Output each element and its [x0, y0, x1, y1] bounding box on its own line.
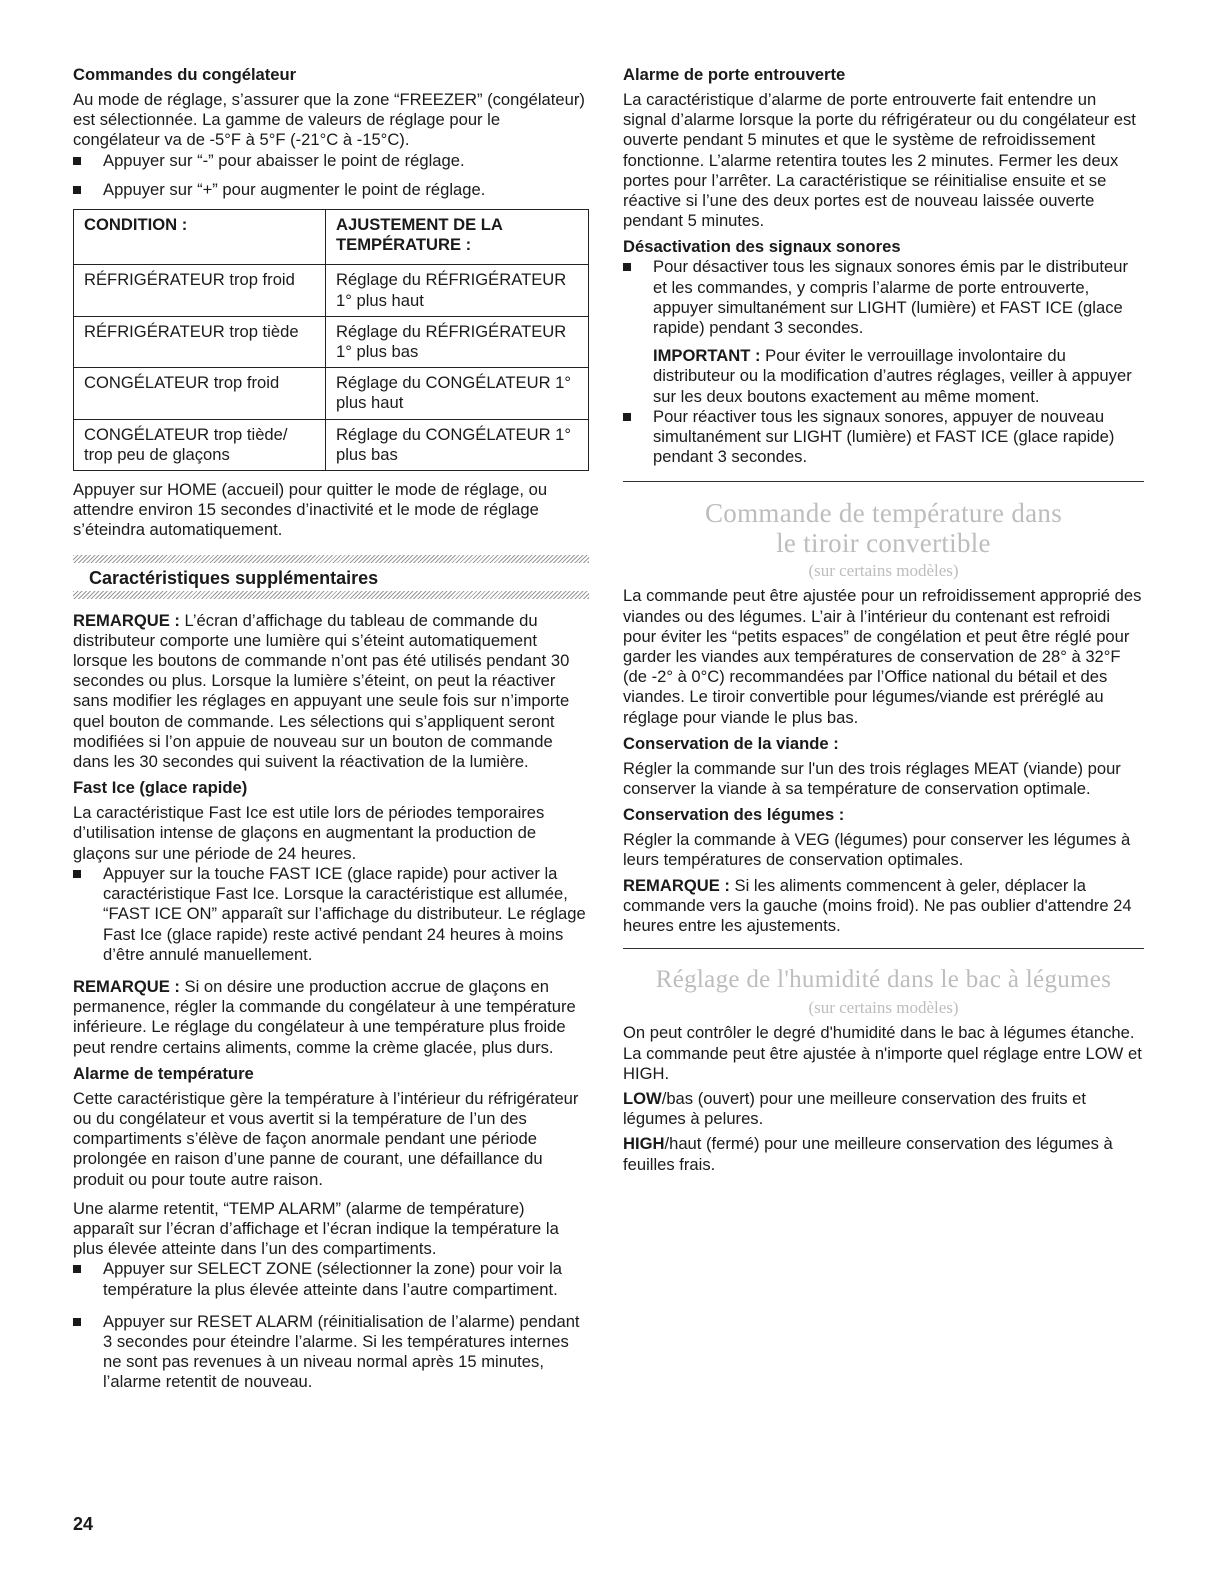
table-row: [74, 368, 589, 419]
table-cell: Réglage du CONGÉLATEUR 1° plus bas: [326, 419, 589, 470]
sound-off-heading: Désactivation des signaux sonores: [623, 237, 901, 257]
sound-off-list: [623, 257, 1144, 338]
table-row: [74, 265, 589, 316]
table-row: [74, 419, 589, 470]
page-number: 24: [73, 1514, 94, 1534]
section-rule: [623, 481, 1144, 482]
list-item: Appuyer sur RESET ALARM (réinitialisation de l’alarme) pendant 3 secondes pour éteindre l’alarme. Si les températures internes ne sont pas revenues à un niveau normal après 15 minutes, l’alarme retentit de nouveau.: [73, 1312, 589, 1393]
section-divider-bottom: [73, 591, 589, 599]
meat-text: Régler la commande sur l'un des trois réglages MEAT (viande) pour conserver la viande à sa température de conservation optimale.: [623, 758, 1121, 799]
table-cell: CONGÉLATEUR trop froid: [74, 368, 326, 419]
meat-heading: Conservation de la viande :: [623, 733, 839, 753]
table-cell: Réglage du RÉFRIGÉRATEUR 1° plus haut: [326, 265, 589, 316]
low-label: LOW: [623, 1088, 662, 1108]
table-cell: Réglage du CONGÉLATEUR 1° plus haut: [326, 368, 589, 419]
list-item: Appuyer sur “-” pour abaisser le point de réglage.: [73, 151, 589, 171]
adjustment-table: [73, 209, 589, 471]
high-text: /haut (fermé) pour une meilleure conservation des légumes à feuilles frais.: [623, 1134, 1113, 1174]
temp-alarm-heading: Alarme de température: [73, 1063, 254, 1083]
list-item: Appuyer sur SELECT ZONE (sélectionner la zone) pour voir la température la plus élevée atteinte dans l’autre compartiment.: [73, 1259, 589, 1299]
freezer-controls-intro: Au mode de réglage, s’assurer que la zone “FREEZER” (congélateur) est sélectionnée. La gamme de valeurs de réglage pour le congélateur va de -5°F à 5°F (-21°C à -15°C).: [73, 90, 585, 150]
note-text: Si on désire une production accrue de glaçons en permanence, régler la commande du congélateur à une température inférieure. Le réglage du congélateur à une température plus froide peut rendre certains aliments, comme la crème glacée, plus durs.: [73, 976, 576, 1057]
door-alarm-text: La caractéristique d’alarme de porte entrouverte fait entendre un signal d’alarme lorsque la porte du réfrigérateur ou du congélateur est ouverte pendant 5 minutes et que le système de refroidissement fonctionne. L’alarme retentira toutes les 2 minutes. Fermer les deux portes pour l’arrêter. La caractéristique se réinitialise ensuite et se réactive si l’une des deux portes est de nouveau laissée ouverte pendant 5 minutes.: [623, 90, 1136, 231]
list-item: Pour désactiver tous les signaux sonores émis par le distributeur et les commandes, y compris l’alarme de porte entrouverte, appuyer simultanément sur LIGHT (lumière) et FAST ICE (glace rapide) pendant 3 secondes.: [623, 257, 1144, 338]
note-label: REMARQUE :: [623, 875, 730, 895]
drawer-text: La commande peut être ajustée pour un refroidissement approprié des viandes ou des légumes. L’air à l’intérieur du contenant est refroidi pour éviter les “petits espaces” de congélation et peut être réglé pour garder les viandes aux températures de conservation de 28° à 32°F (de -2° à 0°C) recommandées par l’Office national du bétail et des viandes. Le tiroir convertible pour légumes/viande est préréglé au réglage pour viande le plus bas.: [623, 586, 1142, 727]
door-alarm-heading: Alarme de porte entrouverte: [623, 65, 846, 84]
note-label: REMARQUE :: [73, 976, 180, 996]
left-column: [73, 64, 589, 1393]
drawer-note: [623, 876, 1144, 937]
freezer-controls-heading: Commandes du congélateur: [73, 65, 297, 84]
drawer-subtitle: (sur certains modèles): [808, 561, 959, 581]
temp-alarm-list: [73, 1259, 589, 1392]
humidity-subtitle: (sur certains modèles): [808, 998, 959, 1018]
humidity-text: On peut contrôler le degré d'humidité dans le bac à légumes étanche. La commande peut être ajustée à n'importe quel réglage entre LOW et HIGH.: [623, 1023, 1142, 1083]
note-label: REMARQUE :: [73, 610, 180, 630]
freezer-controls-list: [73, 151, 589, 200]
high-label: HIGH: [623, 1134, 665, 1154]
humidity-high: [623, 1134, 1144, 1174]
list-item: Appuyer sur “+” pour augmenter le point de réglage.: [73, 180, 589, 200]
veg-heading: Conservation des légumes :: [623, 805, 845, 825]
veg-text: Régler la commande à VEG (légumes) pour conserver les légumes à leurs températures de conservation optimales.: [623, 830, 1131, 870]
drawer-title-line2: le tiroir convertible: [776, 528, 991, 559]
section-divider-top: [73, 555, 589, 563]
table-header-adjustment: AJUSTEMENT DE LA TEMPÉRATURE :: [326, 210, 589, 265]
table-header-row: [74, 210, 589, 265]
extra-features-heading: Caractéristiques supplémentaires: [89, 567, 379, 588]
note-text: Si les aliments commencent à geler, déplacer la commande vers la gauche (moins froid). Ne pas oublier d'attendre 24 heures entre les ajustements.: [623, 875, 1132, 936]
important-text: Pour éviter le verrouillage involontaire du distributeur ou la modification d’autres réglages, veiller à appuyer sur les deux boutons exactement au même moment.: [653, 346, 1132, 406]
fast-ice-heading: Fast Ice (glace rapide): [73, 778, 248, 798]
important-label: IMPORTANT :: [653, 346, 761, 366]
fast-ice-list: [73, 864, 589, 965]
humidity-title: Réglage de l'humidité dans le bac à légumes: [655, 966, 1112, 994]
table-cell: RÉFRIGÉRATEUR trop tiède: [74, 316, 326, 367]
table-row: [74, 316, 589, 367]
low-text: /bas (ouvert) pour une meilleure conservation des fruits et légumes à pelures.: [623, 1088, 1086, 1129]
section-rule: [623, 948, 1144, 949]
temp-alarm-paragraph: Cette caractéristique gère la température à l’intérieur du réfrigérateur ou du congélateur et vous avertit si la température de l’un des compartiments s’élève de façon anormale pendant une période prolongée en raison d’une panne de courant, une défaillance du produit ou pour toute autre raison.: [73, 1088, 579, 1189]
table-cell: CONGÉLATEUR trop tiède/ trop peu de glaçons: [74, 419, 326, 470]
fast-ice-intro: La caractéristique Fast Ice est utile lors de périodes temporaires d’utilisation intense de glaçons en augmentant la production de glaçons sur une période de 24 heures.: [73, 803, 545, 863]
drawer-title-line1: Commande de température dans: [704, 498, 1063, 529]
humidity-low: [623, 1089, 1144, 1129]
list-item: Appuyer sur la touche FAST ICE (glace rapide) pour activer la caractéristique Fast Ice. Lorsque la caractéristique est allumée, “FAST ICE ON” apparaît sur l’affichage du distributeur. Le réglage Fast Ice (glace rapide) reste activé pendant 24 heures à moins d’être annulé manuellement.: [73, 864, 589, 965]
list-item: Pour réactiver tous les signaux sonores, appuyer de nouveau simultanément sur LIGHT (lumière) et FAST ICE (glace rapide) pendant 3 secondes.: [623, 407, 1144, 468]
sound-on-list: [623, 407, 1144, 468]
table-header-condition: CONDITION :: [74, 210, 326, 265]
after-table-text: Appuyer sur HOME (accueil) pour quitter le mode de réglage, ou attendre environ 15 secondes d’inactivité et le mode de réglage s’éteindra automatiquement.: [73, 480, 548, 540]
table-cell: RÉFRIGÉRATEUR trop froid: [74, 265, 326, 316]
note-text: L’écran d’affichage du tableau de commande du distributeur comporte une lumière qui s’éteint automatiquement lorsque les boutons de commande n’ont pas été utilisés pendant 30 secondes ou plus. Lorsque la lumière s’éteint, on peut la réactiver sans modifier les réglages en appuyant une seule fois sur n’importe quel bouton de commande. Les sélections qui s’appliquent seront modifiées si l’on appuie de nouveau sur un bouton de commande dans les 30 secondes qui suivent la réactivation de la lumière.: [73, 610, 570, 772]
temp-alarm-paragraph: Une alarme retentit, “TEMP ALARM” (alarme de température) apparaît sur l’écran d’affichage et l’écran indique la température la plus élevée atteinte dans l’un des compartiments.: [73, 1198, 559, 1259]
table-cell: Réglage du RÉFRIGÉRATEUR 1° plus bas: [326, 316, 589, 367]
extra-features-note: [73, 611, 589, 773]
important-note: [623, 346, 1144, 407]
fast-ice-note: [73, 977, 589, 1058]
right-column: [623, 64, 1144, 1175]
